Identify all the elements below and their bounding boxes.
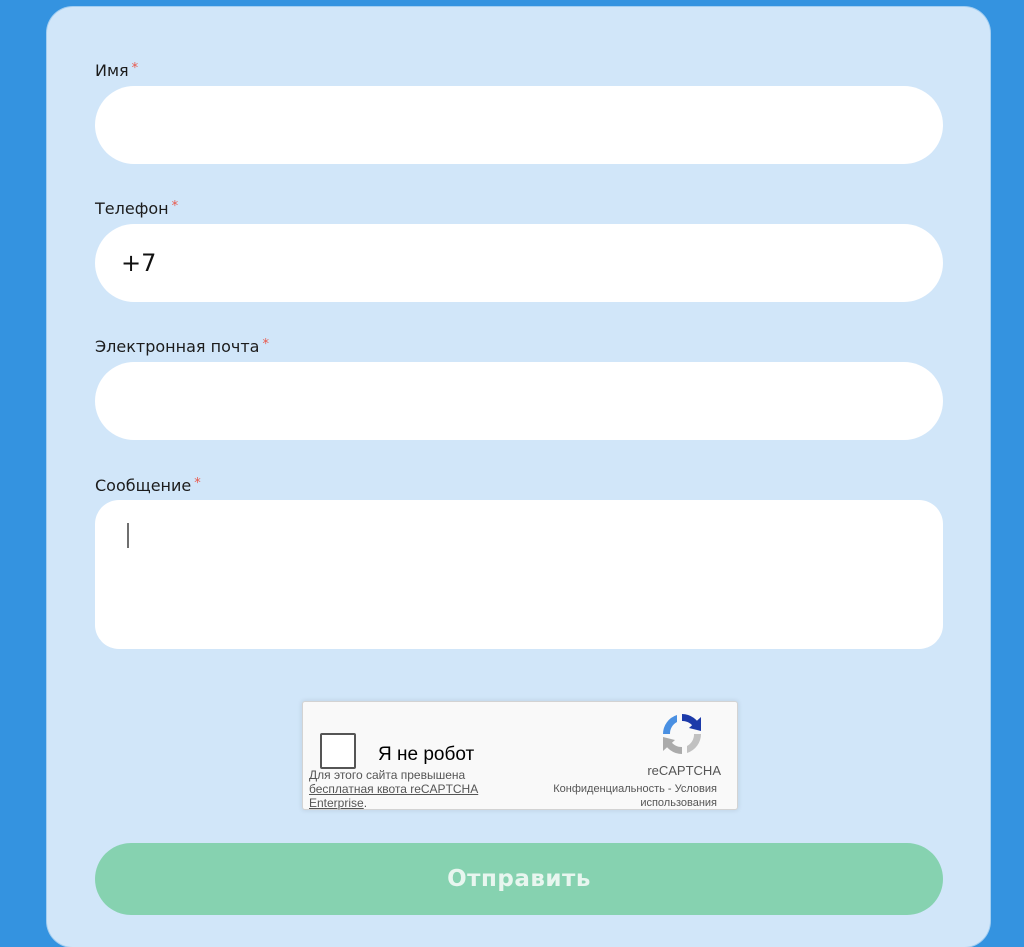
text-caret [127, 523, 129, 548]
phone-label-text: Телефон [95, 199, 169, 218]
email-label [95, 335, 269, 357]
phone-label [95, 197, 178, 219]
terms-link[interactable]: Условия использования [640, 783, 717, 809]
message-textarea[interactable] [95, 500, 943, 649]
recaptcha-widget [302, 701, 738, 810]
recaptcha-logo-icon [659, 711, 705, 757]
recaptcha-links [497, 782, 717, 810]
required-mark: * [262, 337, 269, 352]
required-mark: * [194, 476, 201, 491]
email-label-text: Электронная почта [95, 337, 260, 356]
message-label [95, 474, 201, 496]
quota-link[interactable]: бесплатная квота reCAPTCHA Enterprise [309, 782, 479, 810]
name-input[interactable] [95, 86, 943, 164]
message-label-text: Сообщение [95, 476, 192, 495]
email-input[interactable] [95, 362, 943, 440]
required-mark: * [131, 61, 139, 76]
required-mark: * [171, 199, 179, 214]
name-label-text: Имя [95, 61, 129, 80]
quota-text: Для этого сайта превышена [309, 768, 466, 782]
quota-end: . [363, 796, 368, 810]
contact-form-card [47, 7, 990, 947]
phone-input[interactable]: +7 [95, 224, 943, 302]
recaptcha-brand: reCAPTCHA [647, 763, 721, 778]
privacy-link[interactable]: Конфиденциальность [553, 783, 665, 795]
not-robot-label: Я не робот [378, 744, 475, 765]
quota-notice [309, 768, 509, 810]
not-robot-checkbox[interactable] [320, 733, 356, 769]
submit-button[interactable]: Отправить [95, 843, 943, 915]
name-label [95, 59, 138, 81]
links-separator: - [664, 783, 675, 795]
